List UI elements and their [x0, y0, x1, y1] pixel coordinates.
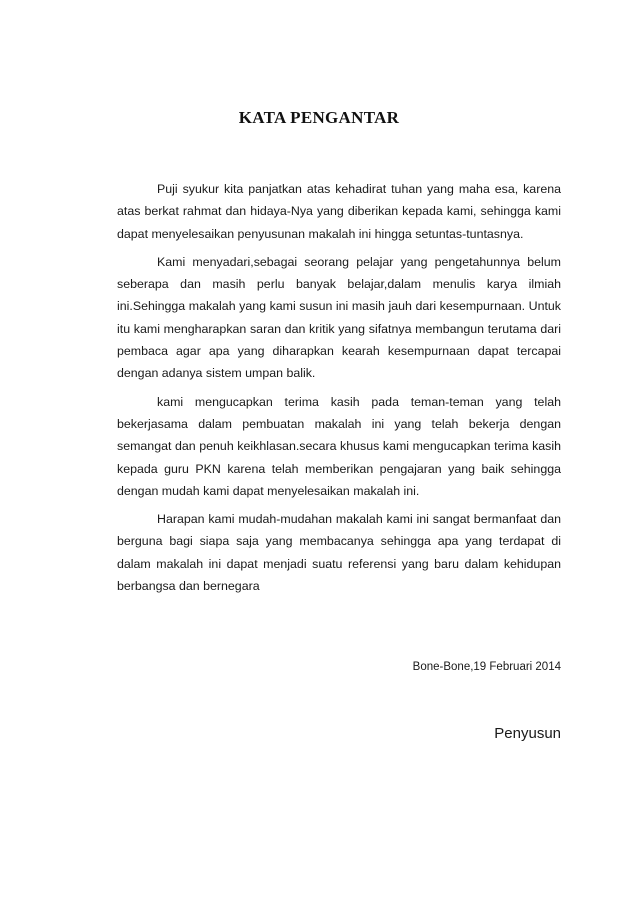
paragraph-3: kami mengucapkan terima kasih pada teman-teman yang telah bekerjasama dalam pembuatan makalah ini yang telah bekerja dengan semangat dan penuh keikhlasan.secara khusus kami mengucapkan terima kasih kepada guru PKN karena telah memberikan pengajaran yang baik sehingga dengan mudah kami dapat menyelesaikan makalah ini. [117, 394, 561, 498]
paragraph-2: Kami menyadari,sebagai seorang pelajar yang pengetahunnya belum seberapa dan masih perlu banyak belajar,dalam menulis karya ilmiah ini.Sehingga makalah yang kami susun ini masih jauh dari kesempurnaan. Untuk itu kami mengharapkan saran dan kritik yang sifatnya membangun terutama dari pembaca agar apa yang diharapkan kearah kesempurnaan dapat tercapai dengan adanya sistem umpan balik. [117, 254, 561, 381]
place-date: Bone-Bone,19 Februari 2014 [412, 661, 561, 673]
paragraph-4: Harapan kami mudah-mudahan makalah kami ini sangat bermanfaat dan berguna bagi siapa saja yang membacanya sehingga apa yang terdapat di dalam makalah ini dapat menjadi suatu referensi yang baru dalam kehidupan berbangsa dan bernegara [117, 512, 561, 594]
signer-name: Penyusun [494, 725, 561, 742]
paragraph-1: Puji syukur kita panjatkan atas kehadirat tuhan yang maha esa, karena atas berkat rahmat dan hidaya-Nya yang diberikan kepada kami, sehingga kami dapat menyelesaikan penyusunan makalah ini hingga setuntas-tuntasnya. [117, 182, 561, 241]
document-body [117, 178, 561, 603]
page-title: KATA PENGANTAR [238, 108, 400, 127]
